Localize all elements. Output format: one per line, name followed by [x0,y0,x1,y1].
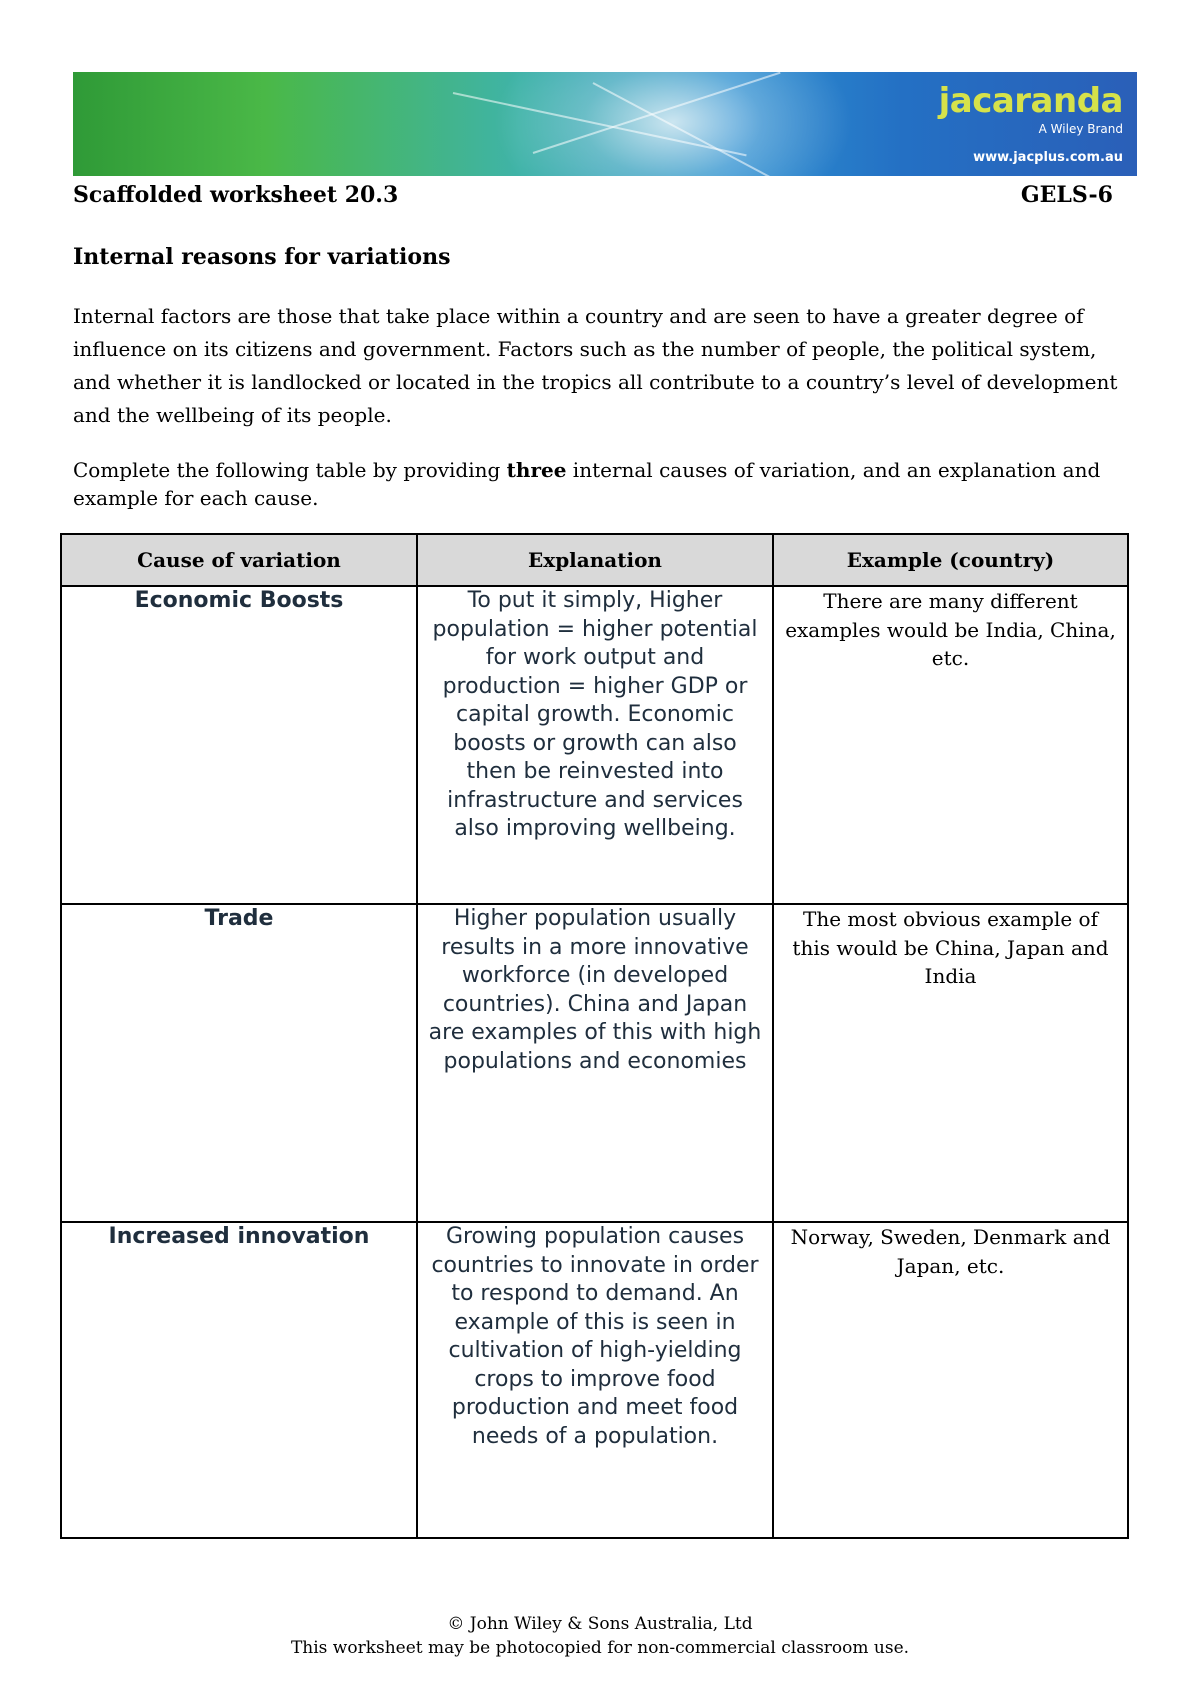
table-row [61,586,1128,904]
table-header-row [61,534,1128,586]
brand-subtitle: A Wiley Brand [1038,122,1123,136]
brand-url: www.jacplus.com.au [973,150,1123,165]
explanation-cell[interactable]: Higher population usually results in a more innovative workforce (in developed countries). China and Japan are examples of this with high populations and economies [417,904,773,1222]
page-footer [0,1612,1200,1660]
instruction-text-before: Complete the following table by providing [73,458,507,482]
worksheet-title: Scaffolded worksheet 20.3 [73,182,399,208]
header-explanation: Explanation [417,534,773,586]
worksheet-code: GELS-6 [1020,182,1113,208]
cause-cell[interactable]: Trade [61,904,417,1222]
section-title: Internal reasons for variations [73,244,451,270]
header-banner [73,72,1137,176]
example-cell[interactable]: There are many different examples would be India, China, etc. [773,586,1128,904]
table-row [61,904,1128,1222]
cause-cell[interactable]: Increased innovation [61,1222,417,1538]
instruction-paragraph [73,456,1133,512]
explanation-cell[interactable]: Growing population causes countries to innovate in order to respond to demand. An example of this is seen in cultivation of high-yielding crops to improve food production and meet food needs of a population. [417,1222,773,1538]
brand-logo [938,81,1123,165]
intro-paragraph: Internal factors are those that take place within a country and are seen to have a greater degree of influence on its citizens and government. Factors such as the number of people, the political system, and whether it is landlocked or located in the tropics all contribute to a country’s level of development and the wellbeing of its people. [73,304,1118,427]
copyright-text: © John Wiley & Sons Australia, Ltd [447,1614,753,1634]
example-cell[interactable]: The most obvious example of this would be China, Japan and India [773,904,1128,1222]
table-row [61,1222,1128,1538]
causes-table [60,533,1129,1539]
photocopy-note: This worksheet may be photocopied for non-commercial classroom use. [290,1638,910,1658]
instruction-text-after: internal causes of variation, and an explanation and example for each cause. [73,458,1101,510]
header-example: Example (country) [773,534,1128,586]
header-cause: Cause of variation [61,534,417,586]
cause-cell[interactable]: Economic Boosts [61,586,417,904]
worksheet-header [73,182,1113,208]
example-cell[interactable]: Norway, Sweden, Denmark and Japan, etc. [773,1222,1128,1538]
instruction-bold-word: three [506,458,567,482]
explanation-cell[interactable]: To put it simply, Higher population = higher potential for work output and production = higher GDP or capital growth. Economic boosts or growth can also then be reinvested into infrastructure and services also improving wellbeing. [417,586,773,904]
brand-name: jacaranda [938,81,1123,121]
